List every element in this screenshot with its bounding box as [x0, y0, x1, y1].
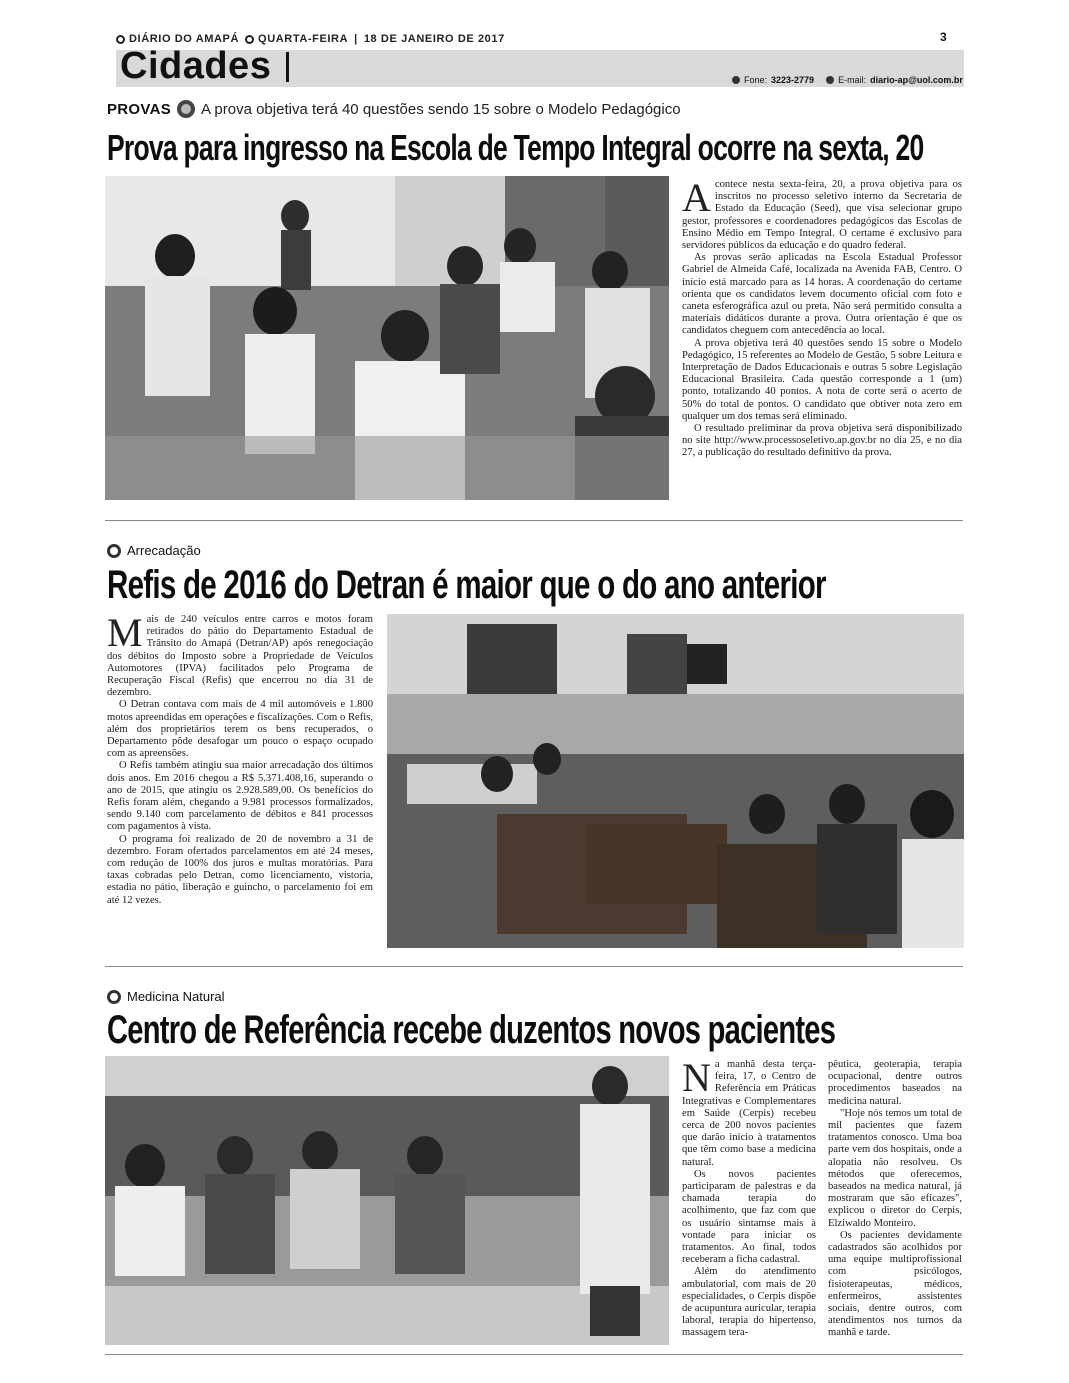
article1-photo-classroom: [105, 176, 669, 500]
issue-date: 18 DE JANEIRO DE 2017: [363, 33, 505, 45]
article1-body: [682, 175, 962, 460]
arrow-icon: [177, 100, 195, 118]
article1-tag: PROVAS: [107, 100, 172, 118]
article1-subtitle: A prova objetiva terá 40 questões sendo 15 sobre o Modelo Pedagógico: [201, 100, 681, 118]
email-address: diario-ap@uol.com.br: [870, 75, 963, 85]
article1-dropcap: A: [682, 175, 711, 220]
article3-paragraph: Os novos pacientes participaram de palestras e da chamada terapia do acolhimento, que faz com que os usuário sintamse mais à vontade para iniciar os tratamentos. Ao final, todos receberam a ficha cadastral.: [682, 1168, 816, 1266]
email-icon: [826, 76, 834, 84]
article3-paragraph: Além do atendimento ambulatorial, com mais de 20 especialidades, o Cerpis dispõe de acupuntura auricular, terapia laboral, terapia do hipertenso, massagem tera-: [682, 1266, 816, 1339]
article3-dropcap: N: [682, 1055, 711, 1100]
article1-headline: Prova para ingresso na Escola de Tempo Integral ocorre na sexta, 20: [107, 127, 924, 168]
bullet-icon: [116, 35, 125, 44]
section-title: Cidades: [120, 45, 272, 87]
article2-category-label: Arrecadação: [127, 543, 201, 558]
article2-paragraph: O programa foi realizado de 20 de novembro a 31 de dezembro. Foram ofertados parcelamentos em até 24 meses, com redução de 100% dos juros e multas moratórias. Para taxas cobradas pelo Detran, como licenciamento, vistoria, estadia no pátio, liberação e guincho, o parcelamento foi em até 12 vezes.: [107, 833, 373, 906]
article3-headline: Centro de Referência recebe duzentos novos pacientes: [107, 1008, 836, 1052]
phone-label: Fone:: [744, 75, 768, 85]
arrow-icon: [107, 544, 121, 558]
article3-category-label: Medicina Natural: [127, 989, 225, 1004]
article3-paragraph: a manhã desta terça-feira, 17, o Centro de Referência em Práticas Integrativas e Complementares em Saúde (Cerpis) recebeu cerca de 200 novos pacientes que darão início à tratamentos que têm como base a medicina natural.: [682, 1059, 816, 1168]
page-number: 3: [940, 30, 947, 44]
article3-paragraph: pêutica, geoterapia, terapia ocupacional, dentre outros procedimentos baseados na medicina natural.: [828, 1059, 962, 1107]
article1-paragraph: A prova objetiva terá 40 questões sendo 15 sobre o Modelo Pedagógico, 15 referentes ao Modelo de Gestão, 5 sobre Leitura e Interpretação de Dados Educacionais e outras 5 sobre Legislação Educacional Brasileira. Cada questão corresponde a 1 (um) ponto, totalizando 40 pontos. A nota de corte será o acerto de 50% do total de pontos. O candidato que obtiver nota zero em qualquer um dos temas será eliminado.: [682, 337, 962, 422]
article3-category: [107, 989, 225, 1004]
article3-paragraph: Os pacientes devidamente cadastrados são acolhidos por uma equipe multiprofissional com psicólogos, fisioterapeutas, médicos, enfermeiros, assistentes sociais, dentre outros, com atendimentos nos turnos da manhã e tarde.: [828, 1229, 962, 1339]
paper-name: DIÁRIO DO AMAPÁ: [129, 33, 240, 45]
email-label: E-mail:: [838, 75, 867, 85]
phone-icon: [732, 76, 740, 84]
separator: |: [354, 33, 358, 45]
article3-body-col2: [828, 1059, 962, 1340]
article2-headline: Refis de 2016 do Detran é maior que o do ano anterior: [107, 563, 826, 607]
arrow-icon: [107, 990, 121, 1004]
article2-paragraph: O Detran contava com mais de 4 mil automóveis e 1.800 motos apreendidas em operações e fiscalizações. Com o Refis, além dos proprietários terem os bens recuperados, o Departamento pôde desafogar um pouco o espaço ocupado com as apreensões.: [107, 699, 373, 760]
article1-paragraph: O resultado preliminar da prova objetiva será disponibilizado no site http://www.processoseletivo.ap.gov.br no dia 25, e no dia 27, a publicação do resultado definitivo da prova.: [682, 423, 962, 459]
article3-paragraph: "Hoje nós temos um total de mil pacientes que fazem tratamentos conosco. Uma boa parte vem dos hospitais, onde a alopatia não resolveu. Os métodos que oferecemos, baseados na medica natural, já mostraram que são eficazes", explicou o diretor do Cerpis, Elziwaldo Monteiro.: [828, 1107, 962, 1229]
article2-dropcap: M: [107, 610, 143, 655]
section-rule: [105, 966, 963, 967]
article3-photo-patients: [105, 1056, 669, 1345]
weekday: QUARTA-FEIRA: [258, 33, 349, 45]
article2-body: [107, 610, 373, 907]
article1-paragraph: As provas serão aplicadas na Escola Estadual Professor Gabriel de Almeida Café, localizada na Avenida FAB, Centro. O início está marcado para as 14 horas. A coordenação do certame orienta que os candidatos levem documento oficial com foto e caneta esferográfica azul ou preta. Não será permitido consulta a materiais didáticos durante a prova. Outra orientação é que os candidatos cheguem com antecedência ao local.: [682, 252, 962, 337]
contact-info: [732, 75, 963, 85]
phone-number: 3223-2779: [771, 75, 815, 85]
section-rule: [105, 520, 963, 521]
bullet-icon: [245, 35, 254, 44]
article2-paragraph: ais de 240 veículos entre carros e motos foram retirados do pátio do Departamento Estadual de Trânsito do Amapá (Detran/AP) após renegociação dos débitos do Imposto sobre a Propriedade de Veículos Automotores (IPVA) facilitados pelo Programa de Recuperação Fiscal (Refis) que encerrou no dia 31 de dezembro.: [107, 614, 373, 699]
section-divider: [286, 52, 289, 82]
article2-category: [107, 543, 201, 558]
article1-paragraph: contece nesta sexta-feira, 20, a prova objetiva para os inscritos no processo seletivo interno da Secretaria de Estado da Educação (Seed), que visa selecionar grupo gestor, professores e coordenadores pedagógicos das Escolas de Ensino Médio em Tempo Integral. O certame é exclusivo para servidores públicos da educação e do quadro federal.: [682, 179, 962, 252]
article2-paragraph: O Refis também atingiu sua maior arrecadação dos últimos dois anos. Em 2016 chegou a R$ 5.371.408,16, superando o ano de 2015, que atingiu os 2.928.589,00. Os benefícios do Refis foram além, chegando a 9.981 processos formalizados, sendo 9.140 com parcelamento de débitos e 841 processos com pagamentos à vista.: [107, 760, 373, 833]
article2-photo-detran: [387, 614, 964, 948]
section-rule: [105, 1354, 963, 1355]
article3-body-col1: [682, 1055, 816, 1340]
article1-kicker: [107, 100, 681, 118]
